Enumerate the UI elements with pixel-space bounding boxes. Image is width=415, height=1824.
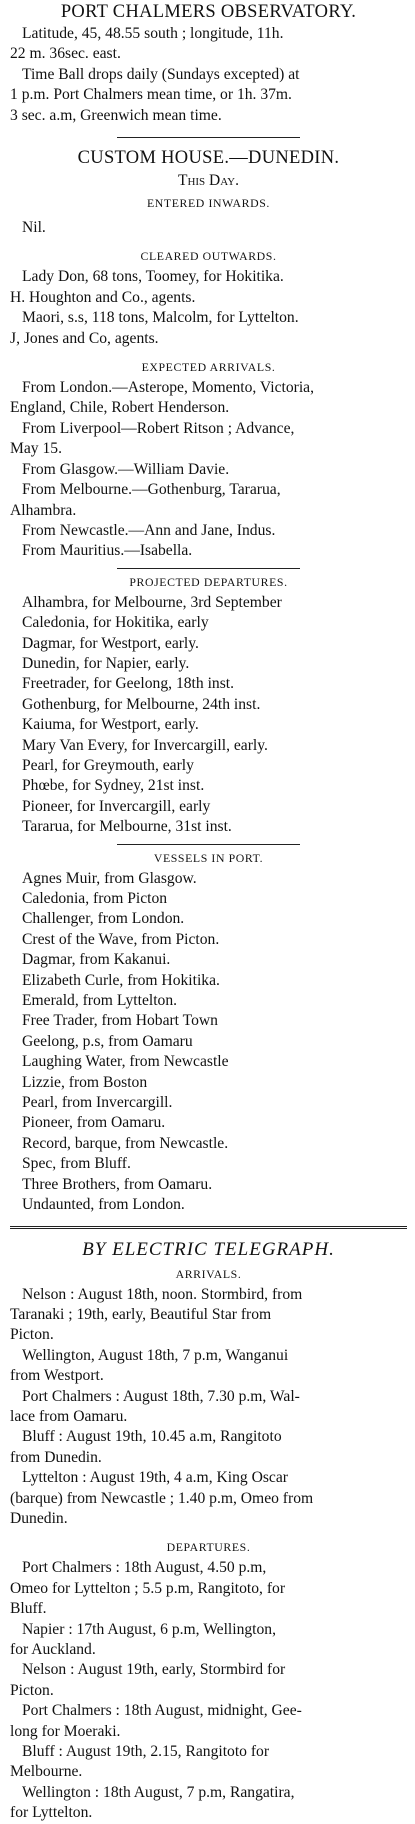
- section-divider: [117, 137, 300, 138]
- observatory-title: PORT CHALMERS OBSERVATORY.: [60, 2, 357, 22]
- vessel-line: Geelong, p.s, from Oamaru: [22, 1032, 193, 1050]
- telegraph-departure-line: Port Chalmers : 18th August, midnight, Gee-: [22, 1702, 302, 1720]
- entered-inwards-heading: ENTERED INWARDS.: [147, 196, 270, 211]
- telegraph-arrival-line: Picton.: [10, 1326, 54, 1344]
- telegraph-departure-line: Port Chalmers : 18th August, 4.50 p.m,: [22, 1559, 267, 1577]
- projected-line: Pioneer, for Invercargill, early: [22, 797, 211, 815]
- entered-inwards-text: Nil.: [22, 219, 46, 237]
- vessel-line: Spec, from Bluff.: [22, 1155, 131, 1173]
- observatory-line: Time Ball drops daily (Sundays excepted) at: [22, 65, 300, 83]
- telegraph-arrival-line: from Westport.: [10, 1367, 104, 1385]
- telegraph-departure-line: Omeo for Lyttelton ; 5.5 p.m, Rangitoto, for: [10, 1579, 286, 1597]
- section-divider: [117, 568, 300, 569]
- projected-line: Dunedin, for Napier, early.: [22, 654, 190, 672]
- telegraph-arrival-line: lace from Oamaru.: [10, 1407, 128, 1425]
- custom-house-title: CUSTOM HOUSE.—DUNEDIN.: [77, 148, 340, 169]
- vessel-line: Dagmar, from Kakanui.: [22, 951, 171, 969]
- vessel-line: Undaunted, from London.: [22, 1196, 185, 1214]
- telegraph-departure-line: Melbourne.: [10, 1763, 83, 1781]
- expected-line: May 15.: [10, 440, 62, 458]
- vessel-line: Crest of the Wave, from Picton.: [22, 930, 220, 948]
- telegraph-departure-line: long for Moeraki.: [10, 1722, 121, 1740]
- cleared-line: H. Houghton and Co., agents.: [10, 288, 196, 306]
- telegraph-departure-line: Napier : 17th August, 6 p.m, Wellington,: [22, 1620, 277, 1638]
- vessel-line: Pioneer, from Oamaru.: [22, 1114, 166, 1132]
- telegraph-title: BY ELECTRIC TELEGRAPH.: [82, 1238, 335, 1260]
- cleared-line: J, Jones and Co, agents.: [10, 329, 159, 347]
- telegraph-arrival-line: (barque) from Newcastle ; 1.40 p.m, Omeo from: [10, 1489, 314, 1507]
- telegraph-departure-line: Picton.: [10, 1681, 54, 1699]
- telegraph-arrival-line: Lyttelton : August 19th, 4 a.m, King Oscar: [22, 1469, 288, 1487]
- expected-line: From Mauritius.—Isabella.: [22, 542, 193, 560]
- expected-line: From Glasgow.—William Davie.: [22, 460, 230, 478]
- observatory-line: 3 sec. a.m, Greenwich mean time.: [10, 106, 222, 124]
- vessel-line: Lizzie, from Boston: [22, 1073, 148, 1091]
- observatory-line: Latitude, 45, 48.55 south ; longitude, 11h.: [22, 25, 284, 42]
- projected-line: Pearl, for Greymouth, early: [22, 756, 194, 774]
- telegraph-departure-line: for Auckland.: [10, 1641, 96, 1658]
- expected-line: From Melbourne.—Gothenburg, Tararua,: [22, 481, 281, 499]
- telegraph-departure-line: for Lyttelton.: [10, 1804, 93, 1822]
- vessel-line: Caledonia, from Picton: [22, 890, 168, 907]
- expected-line: Alhambra.: [10, 501, 77, 519]
- vessel-line: Three Brothers, from Oamaru.: [22, 1175, 213, 1193]
- observatory-line: 1 p.m. Port Chalmers mean time, or 1h. 37m.: [10, 86, 292, 104]
- telegraph-arrival-line: Wellington, August 18th, 7 p.m, Wanganui: [22, 1346, 289, 1364]
- cleared-line: Maori, s.s, 118 tons, Malcolm, for Lyttelton.: [22, 309, 299, 327]
- custom-house-subtitle: This Day.: [177, 172, 239, 190]
- telegraph-arrival-line: from Dunedin.: [10, 1448, 102, 1466]
- vessel-line: Laughing Water, from Newcastle: [22, 1053, 229, 1071]
- vessel-line: Pearl, from Invercargill.: [22, 1094, 173, 1112]
- projected-line: Freetrader, for Geelong, 18th inst.: [22, 675, 234, 693]
- vessel-line: Elizabeth Curle, from Hokitika.: [22, 971, 220, 989]
- expected-line: From Newcastle.—Ann and Jane, Indus.: [22, 521, 276, 539]
- projected-line: Alhambra, for Melbourne, 3rd September: [22, 593, 282, 611]
- expected-arrivals-heading: EXPECTED ARRIVALS.: [141, 360, 276, 375]
- telegraph-arrival-line: Bluff : August 19th, 10.45 a.m, Rangitoto: [22, 1428, 282, 1446]
- telegraph-departure-line: Wellington : 18th August, 7 p.m, Rangatira,: [22, 1783, 295, 1801]
- vessel-line: Emerald, from Lyttelton.: [22, 992, 178, 1010]
- projected-line: Mary Van Every, for Invercargill, early.: [22, 736, 268, 754]
- projected-line: Gothenburg, for Melbourne, 24th inst.: [22, 695, 261, 713]
- vessel-line: Record, barque, from Newcastle.: [22, 1134, 229, 1152]
- projected-line: Caledonia, for Hokitika, early: [22, 614, 209, 632]
- expected-line: England, Chile, Robert Henderson.: [10, 399, 230, 417]
- projected-line: Kaiuma, for Westport, early.: [22, 716, 199, 734]
- projected-line: Tararua, for Melbourne, 31st inst.: [22, 818, 232, 836]
- vessels-in-port-heading: VESSELS IN PORT.: [153, 850, 264, 865]
- observatory-line: 22 m. 36sec. east.: [10, 45, 121, 63]
- telegraph-departures-heading: DEPARTURES.: [166, 1540, 251, 1555]
- telegraph-arrival-line: Nelson : August 18th, noon. Stormbird, from: [22, 1285, 303, 1303]
- vessel-line: Free Trader, from Hobart Town: [22, 1012, 218, 1030]
- telegraph-arrival-line: Port Chalmers : August 18th, 7.30 p.m, Wal-: [22, 1387, 300, 1405]
- vessel-line: Challenger, from London.: [22, 910, 185, 928]
- telegraph-departure-line: Bluff : August 19th, 2.15, Rangitoto for: [22, 1743, 270, 1761]
- vessel-line: Agnes Muir, from Glasgow.: [22, 869, 197, 887]
- telegraph-arrivals-heading: ARRIVALS.: [175, 1266, 242, 1281]
- section-divider-double: [10, 1226, 407, 1229]
- projected-line: Phœbe, for Sydney, 21st inst.: [22, 777, 205, 795]
- telegraph-departure-line: Nelson : August 19th, early, Stormbird for: [22, 1661, 286, 1679]
- projected-departures-heading: PROJECTED DEPARTURES.: [129, 574, 288, 589]
- expected-line: From Liverpool—Robert Ritson ; Advance,: [22, 419, 295, 437]
- telegraph-departure-line: Bluff.: [10, 1600, 47, 1618]
- telegraph-arrival-line: Taranaki ; 19th, early, Beautiful Star from: [10, 1305, 272, 1323]
- section-divider: [117, 844, 300, 845]
- cleared-line: Lady Don, 68 tons, Toomey, for Hokitika.: [22, 268, 284, 286]
- cleared-outwards-heading: CLEARED OUTWARDS.: [140, 249, 277, 264]
- projected-line: Dagmar, for Westport, early.: [22, 634, 199, 652]
- expected-line: From London.—Asterope, Momento, Victoria,: [22, 379, 314, 397]
- telegraph-arrival-line: Dunedin.: [10, 1509, 68, 1527]
